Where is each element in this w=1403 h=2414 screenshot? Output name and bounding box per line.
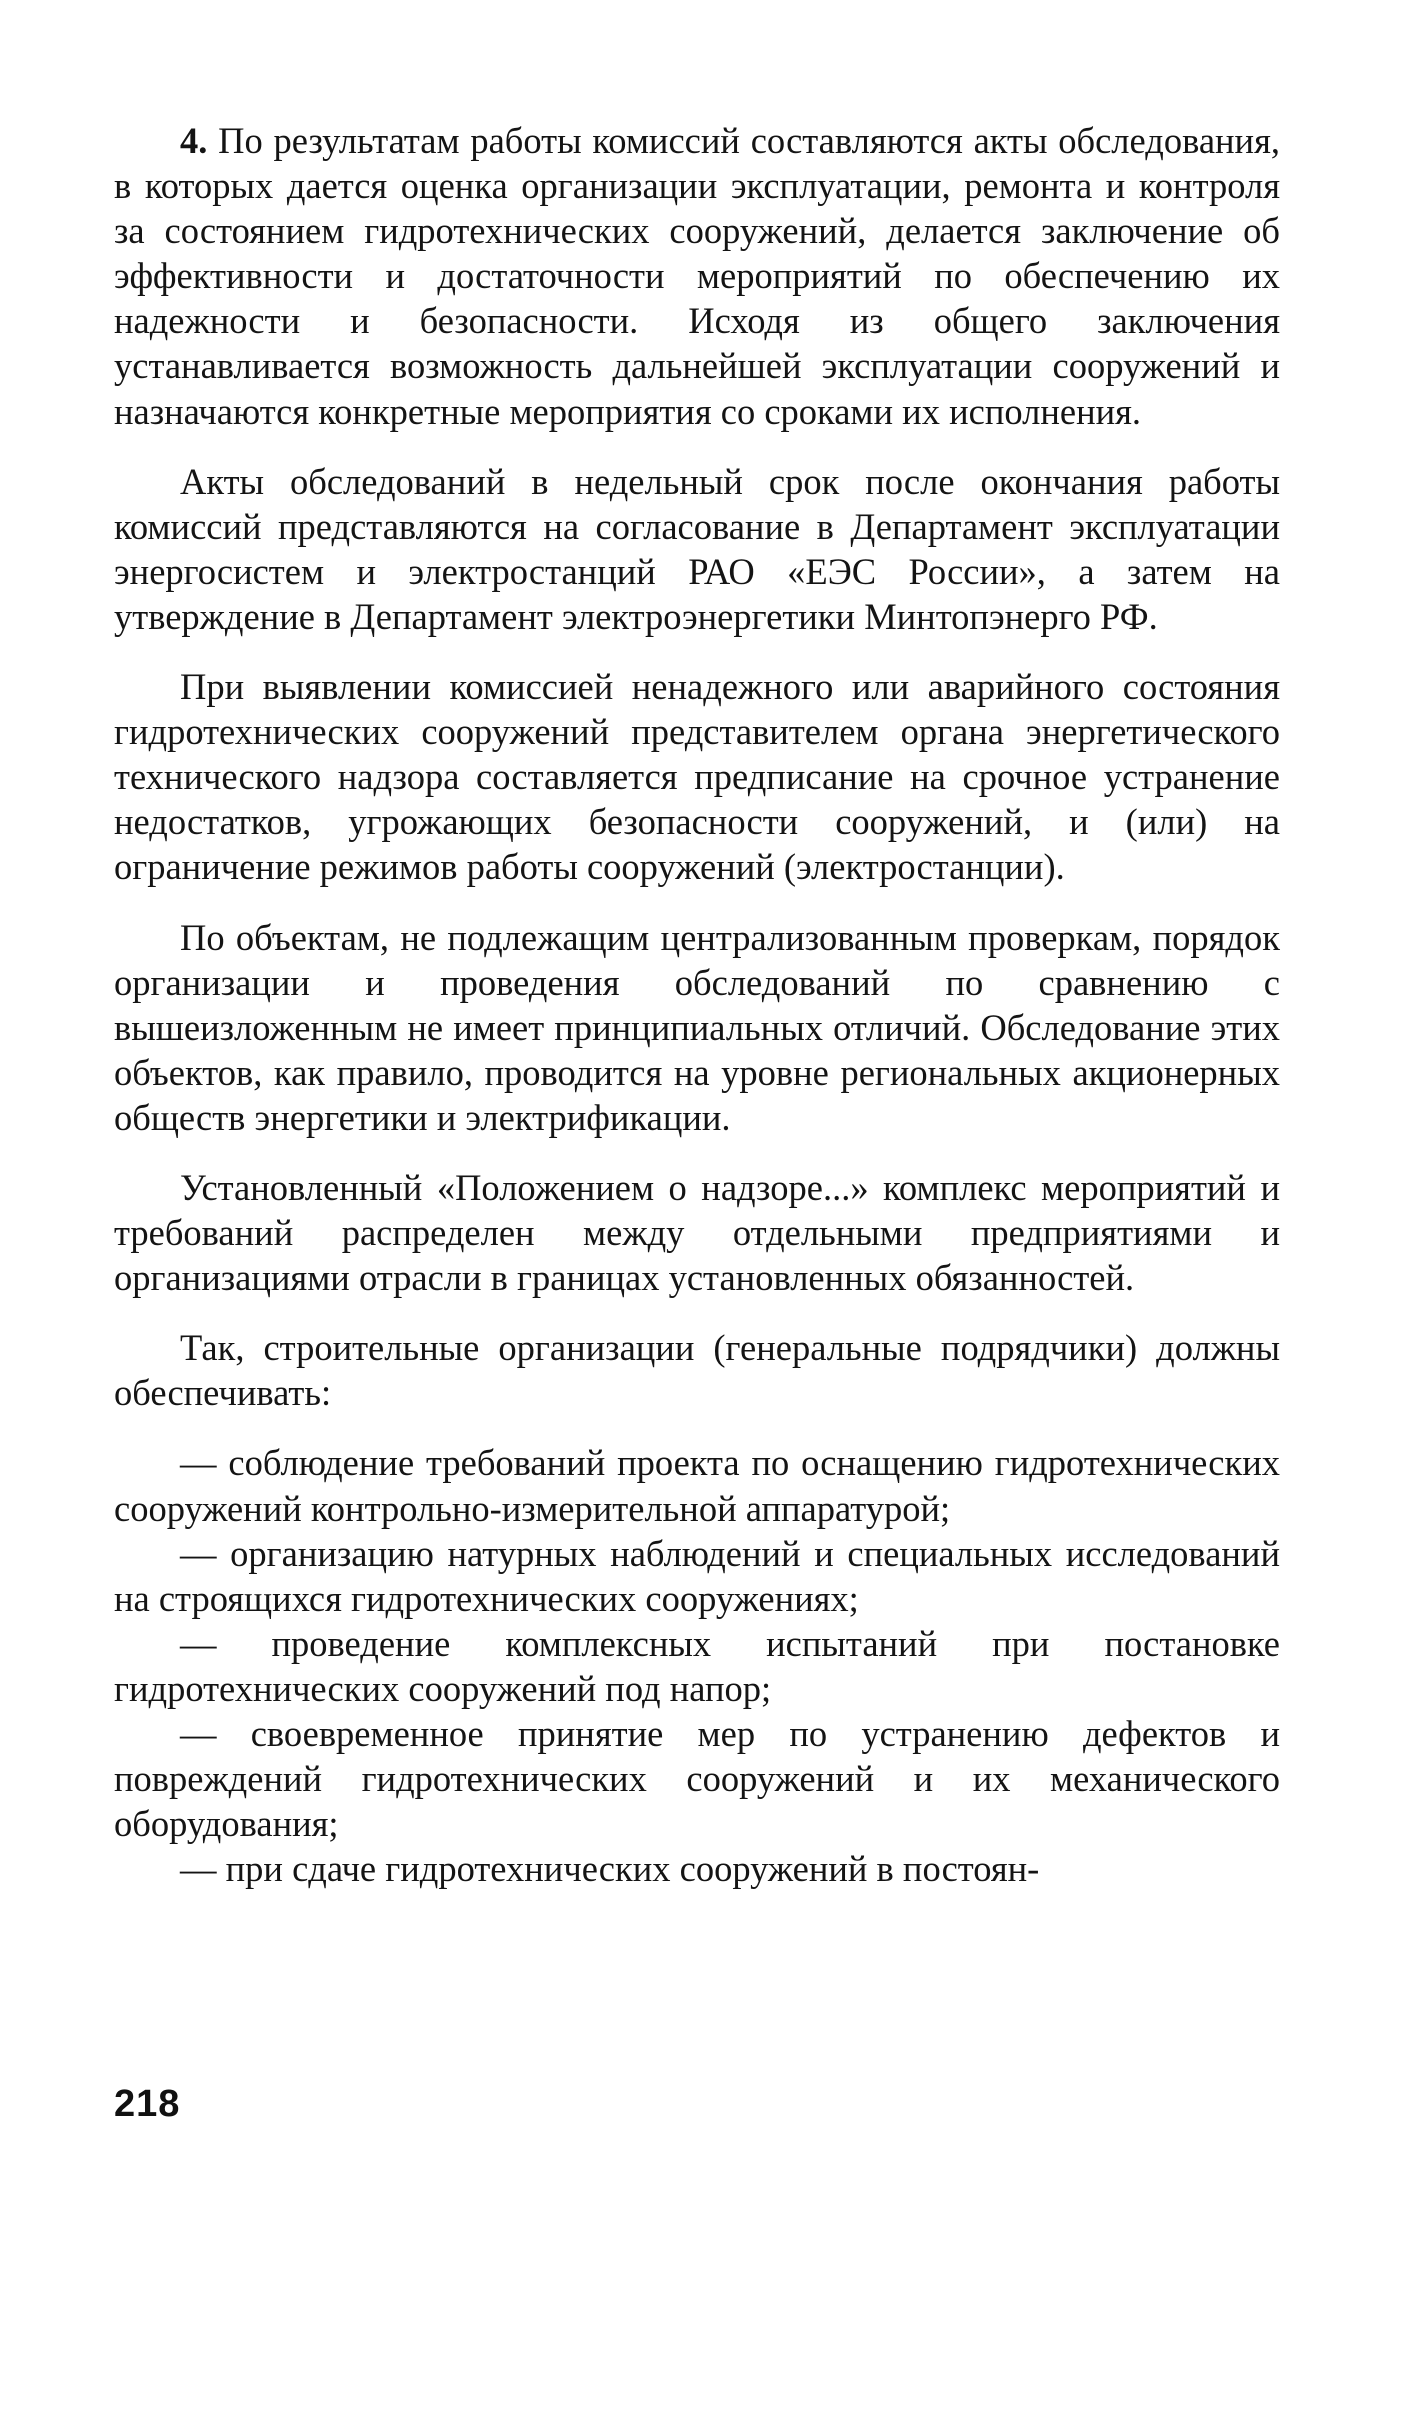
paragraph-regional-objects: По объектам, не подлежащим централизованным проверкам, порядок организации и проведения обследований по сравнению с вышеизложенным не имеет принципиальных отличий. Обследование этих объектов, как правило, проводится на уровне региональных акционерных обществ энергетики и электрификации.	[114, 916, 1280, 1138]
item-number: 4.	[180, 120, 208, 161]
paragraph-contractors-intro: Так, строительные организации (генеральные подрядчики) должны обеспечивать:	[114, 1327, 1280, 1414]
paragraph-survey-results	[114, 118, 1280, 434]
list-item-field-observations: — организацию натурных наблюдений и специальных исследований на строящихся гидротехнических сооружениях;	[114, 1532, 1280, 1619]
list-item-handover: — при сдаче гидротехнических сооружений в постоян-	[180, 1848, 1040, 1890]
page-number: 218	[114, 2083, 181, 2125]
paragraph-emergency-order: При выявлении комиссией ненадежного или аварийного состояния гидротехнических сооружений представителем органа энергетического технического надзора составляется предписание на срочное устранение недостатков, угрожающих безопасности сооружений, и (или) на ограничение режимов работы сооружений (электростанции).	[114, 666, 1280, 888]
list-item-instrumentation: — соблюдение требований проекта по оснащению гидротехнических сооружений контрольно-измерительной аппаратурой;	[114, 1442, 1280, 1529]
paragraph-text: По результатам работы комиссий составляются акты обследования, в которых дается оценка организации эксплуатации, ремонта и контроля за состоянием гидротехнических сооружений, делается заключение об эффективности и достаточности мероприятий по обеспечению их надежности и безопасности. Исходя из общего заключения устанавливается возможность дальнейшей эксплуатации сооружений и назначаются конкретные мероприятия со сроками их исполнения.	[114, 120, 1280, 432]
list-item-defect-repair: — своевременное принятие мер по устранению дефектов и повреждений гидротехнических сооружений и их механического оборудования;	[114, 1713, 1280, 1845]
list-item-complex-tests: — проведение комплексных испытаний при постановке гидротехнических сооружений под напор;	[114, 1622, 1280, 1709]
paragraph-acts-approval: Акты обследований в недельный срок после окончания работы комиссий представляются на согласование в Департамент эксплуатации энергосистем и электростанций РАО «ЕЭС России», а затем на утверждение в Департамент электроэнергетики Минтопэнерго РФ.	[114, 460, 1280, 637]
page-body	[114, 118, 1280, 1891]
paragraph-responsibilities: Установленный «Положением о надзоре...» комплекс мероприятий и требований распределен между отдельными предприятиями и организациями отрасли в границах установленных обязанностей.	[114, 1166, 1280, 1299]
